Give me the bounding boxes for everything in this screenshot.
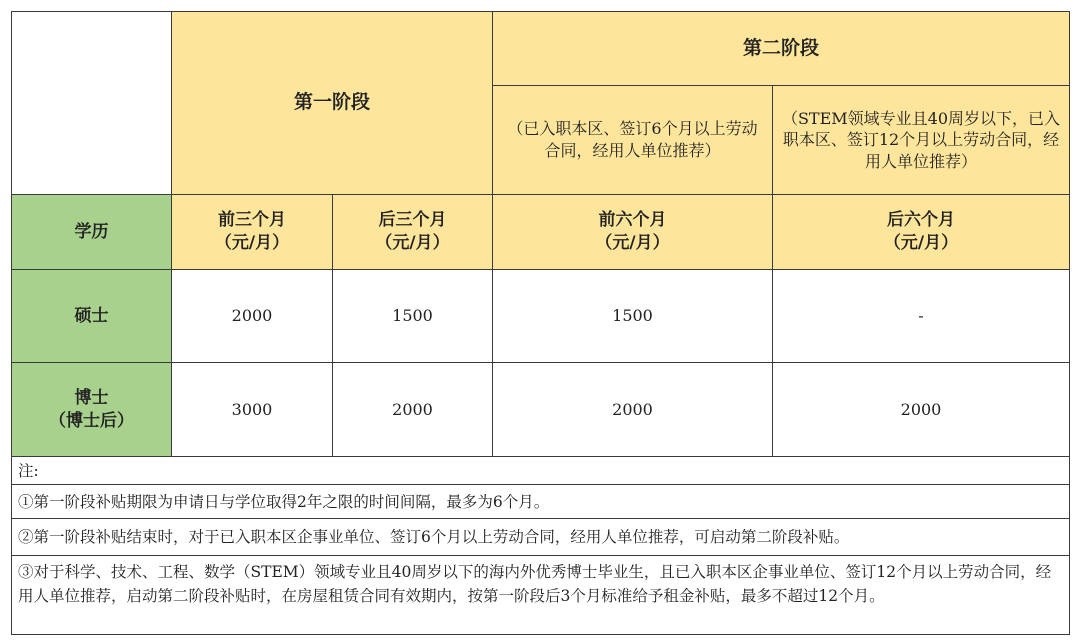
table-cell [171, 269, 333, 363]
notes-label-row [11, 456, 1070, 485]
note-item-3 [11, 555, 1070, 635]
table-cell [492, 362, 773, 457]
corner-blank-cell [11, 11, 172, 195]
table-cell [171, 362, 333, 457]
degree-cell-doctor [11, 362, 172, 457]
stage2-sub-b-text: （STEM领域专业且40周岁以下，已入职本区、签订12个月以上劳动合同，经用人单位推荐） [781, 108, 1061, 171]
education-label: 学历 [74, 221, 109, 242]
cell-value: 2000 [900, 399, 942, 419]
note-text: ①第一阶段补贴期限为申请日与学位取得2年之限的时间间隔，最多为6个月。 [18, 493, 550, 511]
cell-value: 1500 [392, 306, 433, 326]
cell-value: 2000 [231, 306, 273, 326]
stage1-title: 第一阶段 [293, 91, 370, 114]
last-three-months-unit: （元/月） [375, 233, 450, 253]
last-six-months-label: 后六个月 [887, 210, 955, 231]
degree-cell-master [11, 269, 172, 363]
last-three-months-label: 后三个月 [378, 210, 447, 231]
table-cell [332, 362, 493, 457]
note-item-2 [11, 518, 1070, 556]
note-item-1 [11, 484, 1070, 519]
table-cell [772, 269, 1070, 363]
last-six-months-header [772, 194, 1070, 270]
stage2-header [492, 11, 1070, 86]
stage2-title: 第二阶段 [742, 36, 819, 59]
first-six-months-label: 前六个月 [598, 210, 667, 231]
cell-value: 2000 [612, 399, 653, 419]
first-three-months-header [171, 194, 333, 270]
stage2-sub-header-a [492, 85, 773, 195]
note-text: ②第一阶段补贴结束时，对于已入职本区企事业单位、签订6个月以上劳动合同，经用人单位推荐，可启动第二阶段补贴。 [18, 528, 850, 546]
degree-label: 博士 [74, 387, 109, 408]
cell-value: 1500 [612, 306, 653, 326]
degree-sublabel: （博士后） [49, 410, 134, 431]
table-cell [492, 269, 773, 363]
stage2-sub-header-b [772, 85, 1070, 195]
cell-value: - [918, 306, 924, 326]
first-three-months-label: 前三个月 [218, 210, 286, 231]
first-six-months-header [492, 194, 773, 270]
first-six-months-unit: （元/月） [595, 233, 670, 253]
table-cell [332, 269, 493, 363]
stage1-header [171, 11, 493, 195]
first-three-months-unit: （元/月） [214, 233, 290, 253]
cell-value: 3000 [231, 399, 273, 419]
last-six-months-unit: （元/月） [883, 233, 959, 253]
note-text: ③对于科学、技术、工程、数学（STEM）领域专业且40周岁以下的海内外优秀博士毕业生，且已入职本区企事业单位、签订12个月以上劳动合同，经用人单位推荐，启动第二阶段补贴时，在房屋租赁合同有效期内，按第一阶段后3个月标准给予租金补贴，最多不超过12个月。 [18, 563, 1052, 606]
notes-label: 注: [18, 462, 39, 480]
cell-value: 2000 [392, 399, 433, 419]
last-three-months-header [332, 194, 493, 270]
degree-label: 硕士 [74, 305, 109, 326]
education-column-header [11, 194, 172, 270]
stage2-sub-a-text: （已入职本区、签订6个月以上劳动合同，经用人单位推荐） [507, 119, 758, 160]
table-cell [772, 362, 1070, 457]
